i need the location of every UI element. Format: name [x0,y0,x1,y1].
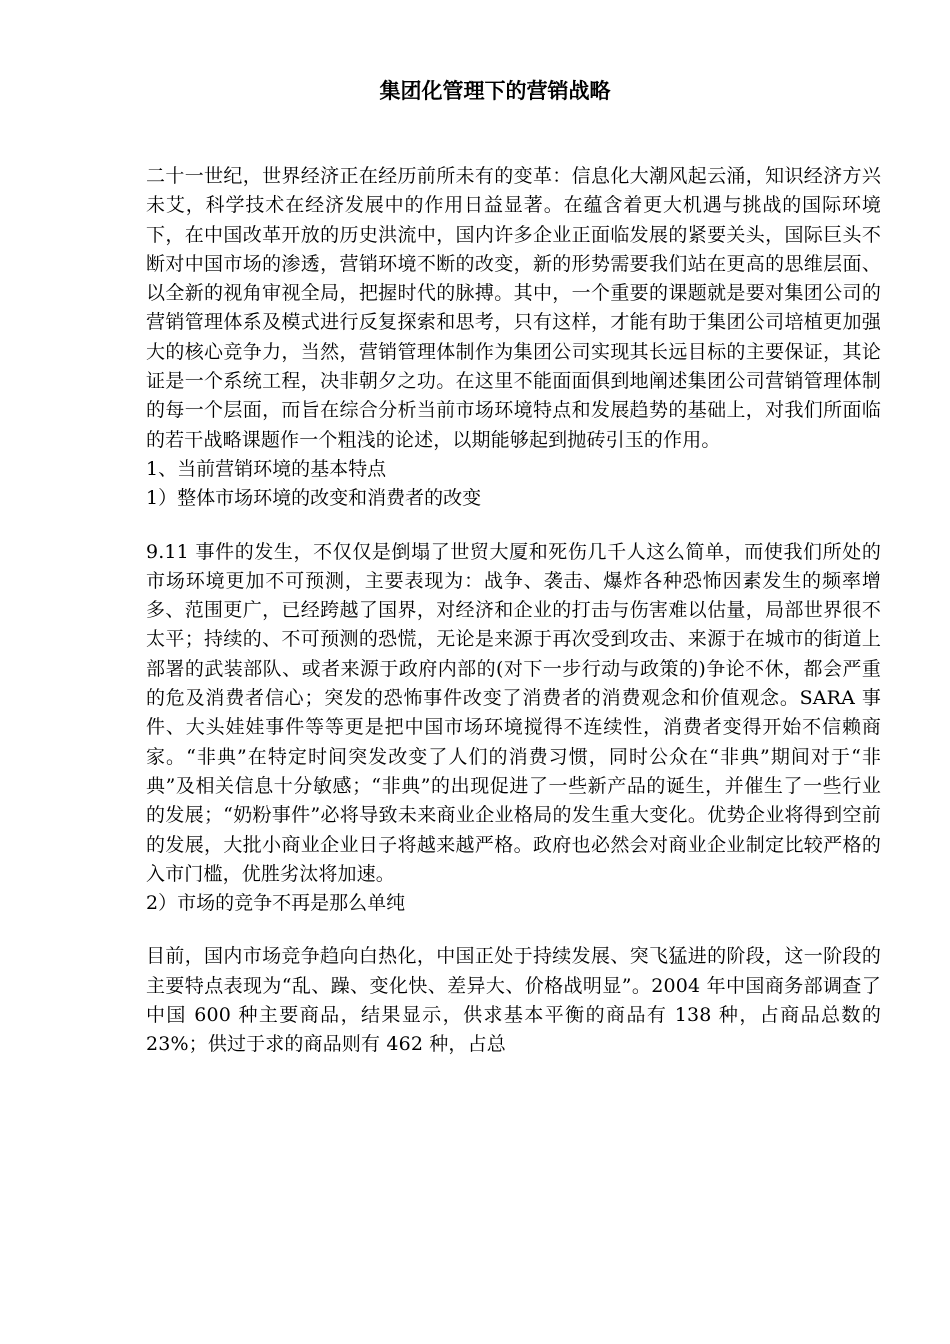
section-1-heading: 1、当前营销环境的基本特点 [146,457,387,480]
subsection-2-heading: 2）市场的竞争不再是那么单纯 [146,892,406,915]
subsection-1-heading: 1）整体市场环境的改变和消费者的改变 [146,487,482,510]
intro-paragraph: 二十一世纪，世界经济正在经历前所未有的变革：信息化大潮风起云涌，知识经济方兴未艾，科学技术在经济发展中的作用日益显著。在蕴含着更大机遇与挑战的国际环境下，在中国改革开放的历史洪流中，国内许多企业正面临发展的紧要关头，国际巨头不断对中国市场的渗透，营销环境不断的改变，新的形势需要我们站在更高的思维层面、以全新的视角审视全局，把握时代的脉搏。其中，一个重要的课题就是要对集团公司的营销管理体系及模式进行反复探索和思考，只有这样，才能有助于集团公司培植更加强大的核心竞争力，当然，营销管理体制作为集团公司实现其长远目标的主要保证，其论证是一个系统工程，决非朝夕之功。在这里不能面面俱到地阐述集团公司营销管理体制的每一个层面，而旨在综合分析当前市场环境特点和发展趋势的基础上，对我们所面临的若干战略课题作一个粗浅的论述，以期能够起到抛砖引玉的作用。 [146,165,881,451]
document-title: 集团化管理下的营销战略 [379,79,611,103]
subsection-1-paragraph: 9.11 事件的发生，不仅仅是倒塌了世贸大厦和死伤几千人这么简单，而使我们所处的市场环境更加不可预测，主要表现为：战争、袭击、爆炸各种恐怖因素发生的频率增多、范围更广，已经跨越了国界，对经济和企业的打击与伤害难以估量，局部世界很不太平；持续的、不可预测的恐慌，无论是来源于再次受到攻击、来源于在城市的街道上部署的武装部队、或者来源于政府内部的(对下一步行动与政策的)争论不休，都会严重的危及消费者信心；突发的恐怖事件改变了消费者的消费观念和价值观念。SARA 事件、大头娃娃事件等等更是把中国市场环境搅得不连续性，消费者变得开始不信赖商家。“非典”在特定时间突发改变了人们的消费习惯，同时公众在“非典”期间对于“非典”及相关信息十分敏感；“非典”的出现促进了一些新产品的诞生，并催生了一些行业的发展；“奶粉事件”必将导致未来商业企业格局的发生重大变化。优势企业将得到空前的发展，大批小商业企业日子将越来越严格。政府也必然会对商业企业制定比较严格的入市门槛，优胜劣汰将加速。 [146,540,881,885]
subsection-2-paragraph: 目前，国内市场竞争趋向白热化，中国正处于持续发展、突飞猛进的阶段，这一阶段的主要特点表现为“乱、躁、变化快、差异大、价格战明显”。2004 年中国商务部调查了中国 600 种主要商品，结果显示，供求基本平衡的商品有 138 种，占商品总数的 23%；供过于求的商品则有 462 种，占总 [146,945,881,1056]
document-body [146,162,881,1060]
